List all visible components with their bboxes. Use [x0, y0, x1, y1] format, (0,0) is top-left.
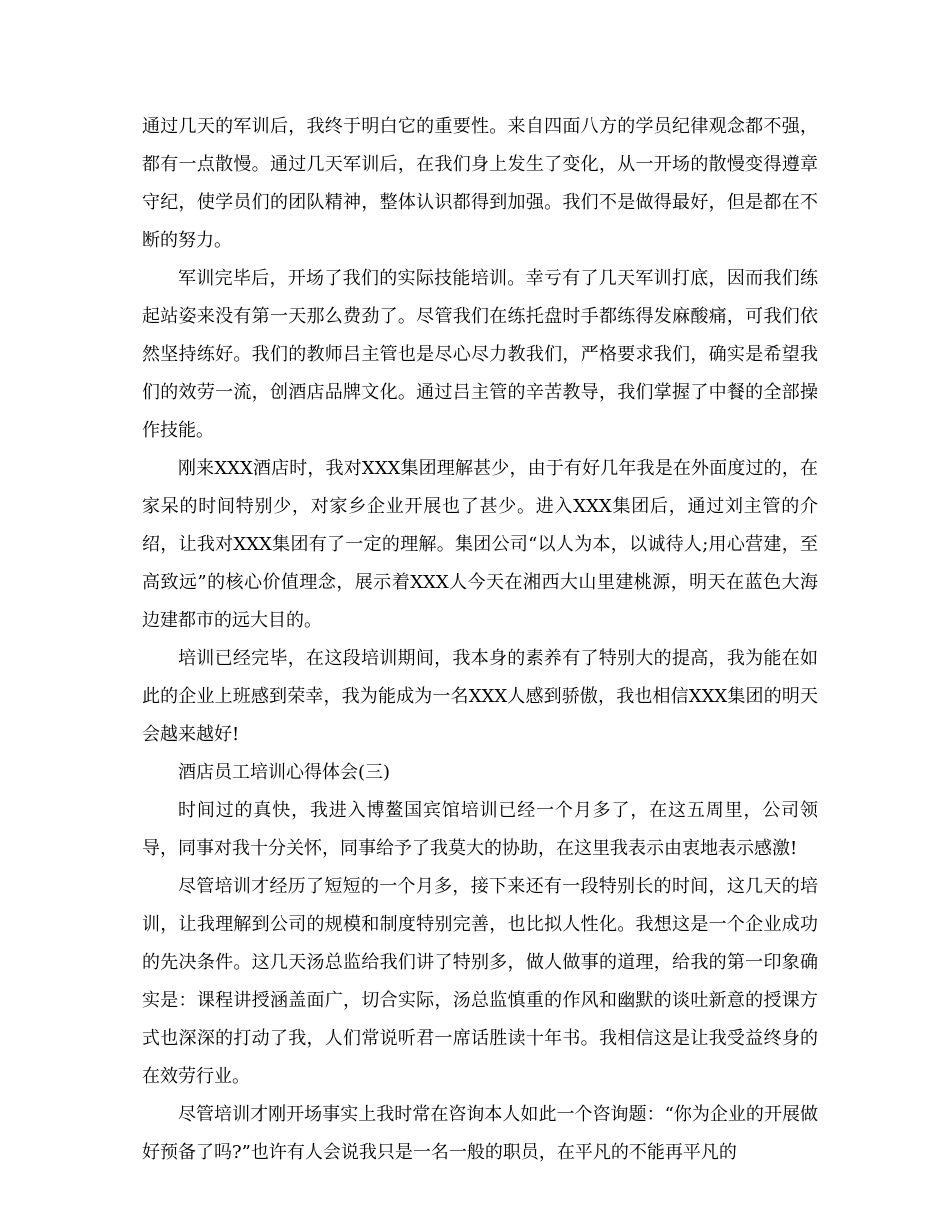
section-heading: 酒店员工培训心得体会(三) — [178, 762, 391, 783]
paragraph-self-question: 尽管培训才刚开场事实上我时常在咨询本人如此一个咨询题：“你为企业的开展做好预备了吗?”也许有人会说我只是一名一般的职员，在平凡的不能再平凡的 — [142, 1104, 818, 1163]
document-page — [142, 108, 818, 1172]
paragraph-military-training-importance: 通过几天的军训后，我终于明白它的重要性。来自四面八方的学员纪律观念都不强，都有一点散慢。通过几天军训后，在我们身上发生了变化，从一开场的散慢变得遵章守纪，使学员们的团队精神，整体认识都得到加强。我们不是做得最好，但是都在不断的努力。 — [142, 116, 818, 251]
paragraph-training-complete: 培训已经完毕，在这段培训期间，我本身的素养有了特别大的提高，我为能在如此的企业上班感到荣幸，我为能成为一名XXX人感到骄傲，我也相信XXX集团的明天会越来越好! — [142, 648, 818, 745]
paragraph-group-understanding: 刚来XXX酒店时，我对XXX集团理解甚少，由于有好几年我是在外面度过的，在家呆的时间特别少，对家乡企业开展也了甚少。进入XXX集团后，通过刘主管的介绍，让我对XXX集团有了一定的理解。集团公司“以人为本，以诚待人;用心营建，至高致远”的核心价值理念，展示着XXX人今天在湘西大山里建桃源，明天在蓝色大海边建都市的远大目的。 — [142, 458, 818, 631]
paragraph-company-system: 尽管培训才经历了短短的一个月多，接下来还有一段特别长的时间，这几天的培训，让我理解到公司的规模和制度特别完善，也比拟人性化。我想这是一个企业成功的先决条件。这几天汤总监给我们讲了特别多，做人做事的道理，给我的第一印象确实是：课程讲授涵盖面广，切合实际，汤总监慎重的作风和幽默的谈吐新意的授课方式也深深的打动了我，人们常说听君一席话胜读十年书。我相信这是让我受益终身的在效劳行业。 — [142, 876, 818, 1087]
paragraph-time-flies: 时间过的真快，我进入博鳌国宾馆培训已经一个月多了，在这五周里，公司领导，同事对我十分关怀，同事给予了我莫大的协助，在这里我表示由衷地表示感激! — [142, 800, 818, 859]
paragraph-skills-training: 军训完毕后，开场了我们的实际技能培训。幸亏有了几天军训打底，因而我们练起站姿来没有第一天那么费劲了。尽管我们在练托盘时手都练得发麻酸痛，可我们依然坚持练好。我们的教师吕主管也是尽心尽力教我们，严格要求我们，确实是希望我们的效劳一流，创酒店品牌文化。通过吕主管的辛苦教导，我们掌握了中餐的全部操作技能。 — [142, 268, 818, 441]
